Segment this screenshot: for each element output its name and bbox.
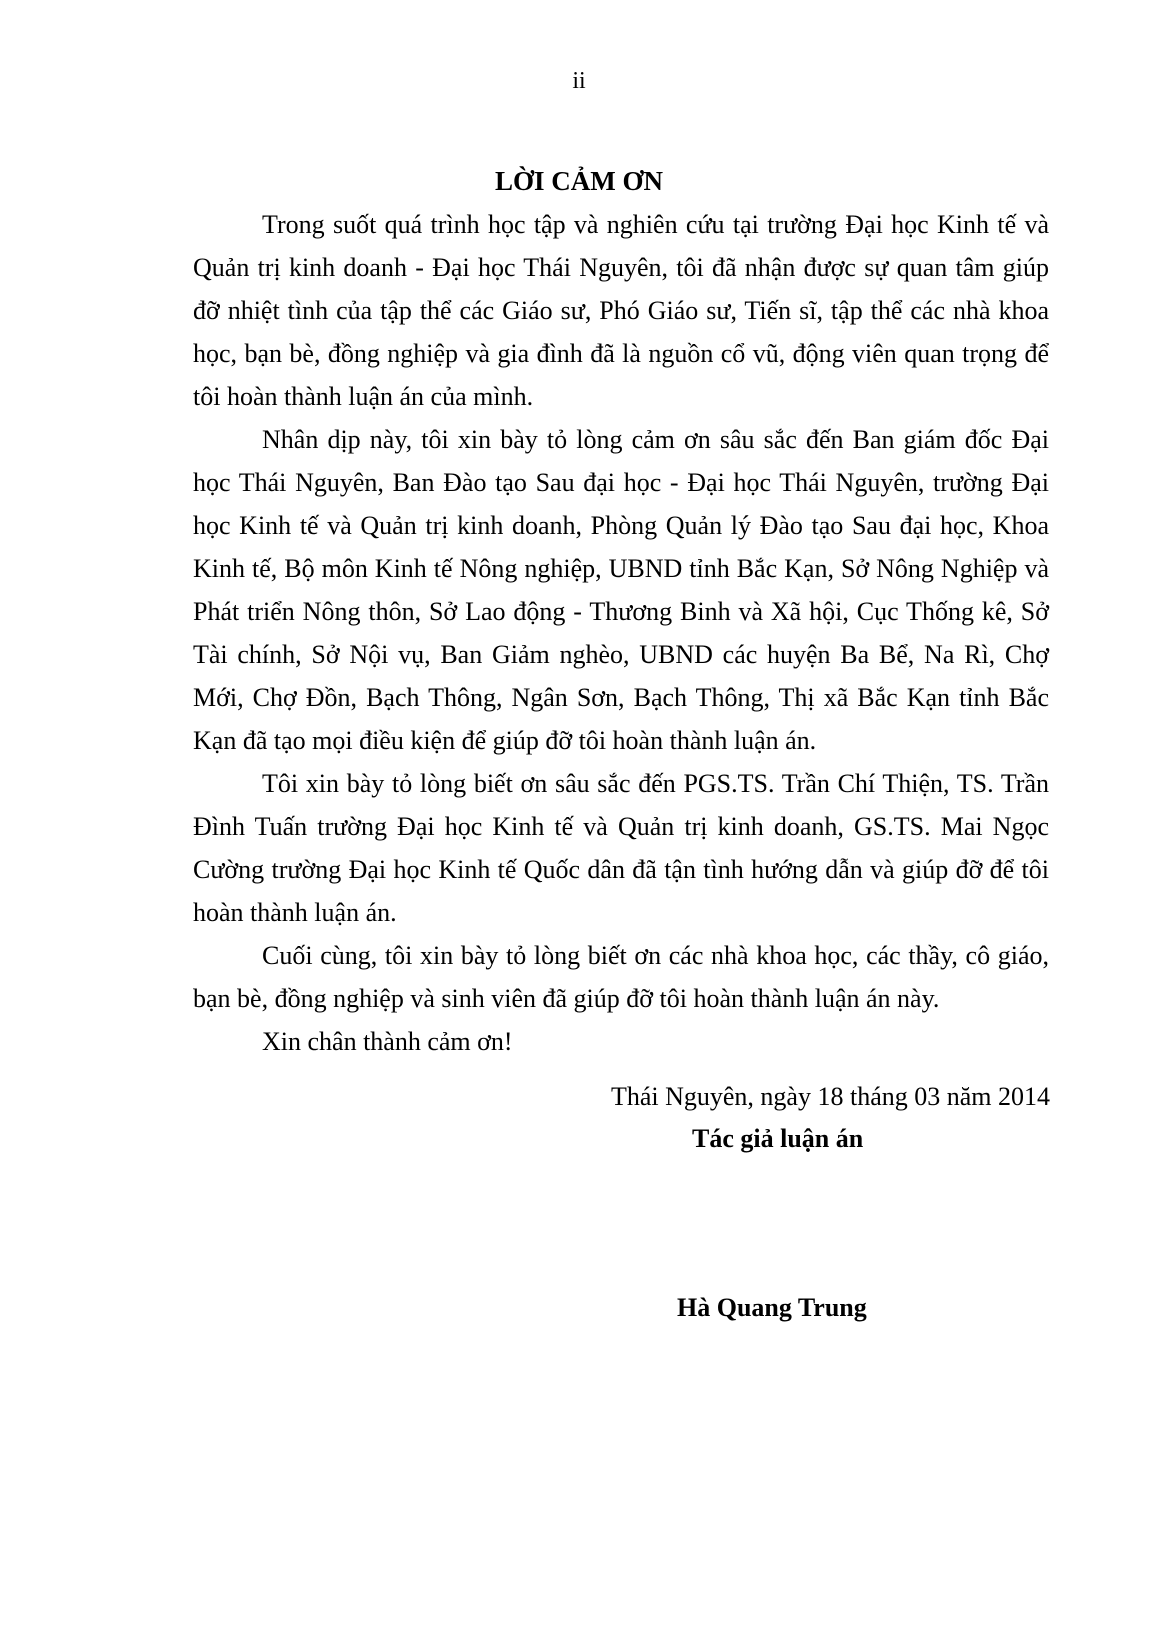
author-name: Hà Quang Trung: [677, 1293, 867, 1322]
acknowledgement-body: [193, 203, 1049, 1063]
paragraph-closing: Xin chân thành cảm ơn!: [262, 1027, 513, 1056]
signature-role: Tác giả luận án: [692, 1124, 864, 1153]
signature-place-date: Thái Nguyên, ngày 18 tháng 03 năm 2014: [610, 1082, 1050, 1111]
paragraph-institutions: Nhân dịp này, tôi xin bày tỏ lòng cảm ơn sâu sắc đến Ban giám đốc Đại học Thái Nguyên, Ban Đào tạo Sau đại học - Đại học Thái Nguyên, trường Đại học Kinh tế và Quản trị kinh doanh, Phòng Quản lý Đào tạo Sau đại học, Khoa Kinh tế, Bộ môn Kinh tế Nông nghiệp, UBND tỉnh Bắc Kạn, Sở Nông Nghiệp và Phát triển Nông thôn, Sở Lao động - Thương Binh và Xã hội, Cục Thống kê, Sở Tài chính, Sở Nội vụ, Ban Giảm nghèo, UBND các huyện Ba Bể, Na Rì, Chợ Mới, Chợ Đồn, Bạch Thông, Ngân Sơn, Bạch Thông, Thị xã Bắc Kạn tỉnh Bắc Kạn đã tạo mọi điều kiện để giúp đỡ tôi hoàn thành luận án.: [193, 425, 1049, 755]
paragraph-final-thanks: Cuối cùng, tôi xin bày tỏ lòng biết ơn các nhà khoa học, các thầy, cô giáo, bạn bè, đồng nghiệp và sinh viên đã giúp đỡ tôi hoàn thành luận án này.: [193, 941, 1049, 1013]
page-number: ii: [572, 68, 586, 94]
page-title: LỜI CẢM ƠN: [495, 166, 663, 196]
paragraph-intro: Trong suốt quá trình học tập và nghiên cứu tại trường Đại học Kinh tế và Quản trị kinh doanh - Đại học Thái Nguyên, tôi đã nhận được sự quan tâm giúp đỡ nhiệt tình của tập thể các Giáo sư, Phó Giáo sư, Tiến sĩ, tập thể các nhà khoa học, bạn bè, đồng nghiệp và gia đình đã là nguồn cổ vũ, động viên quan trọng để tôi hoàn thành luận án của mình.: [193, 210, 1049, 411]
paragraph-supervisors: Tôi xin bày tỏ lòng biết ơn sâu sắc đến PGS.TS. Trần Chí Thiện, TS. Trần Đình Tuấn trường Đại học Kinh tế và Quản trị kinh doanh, GS.TS. Mai Ngọc Cường trường Đại học Kinh tế Quốc dân đã tận tình hướng dẫn và giúp đỡ để tôi hoàn thành luận án.: [193, 769, 1049, 927]
